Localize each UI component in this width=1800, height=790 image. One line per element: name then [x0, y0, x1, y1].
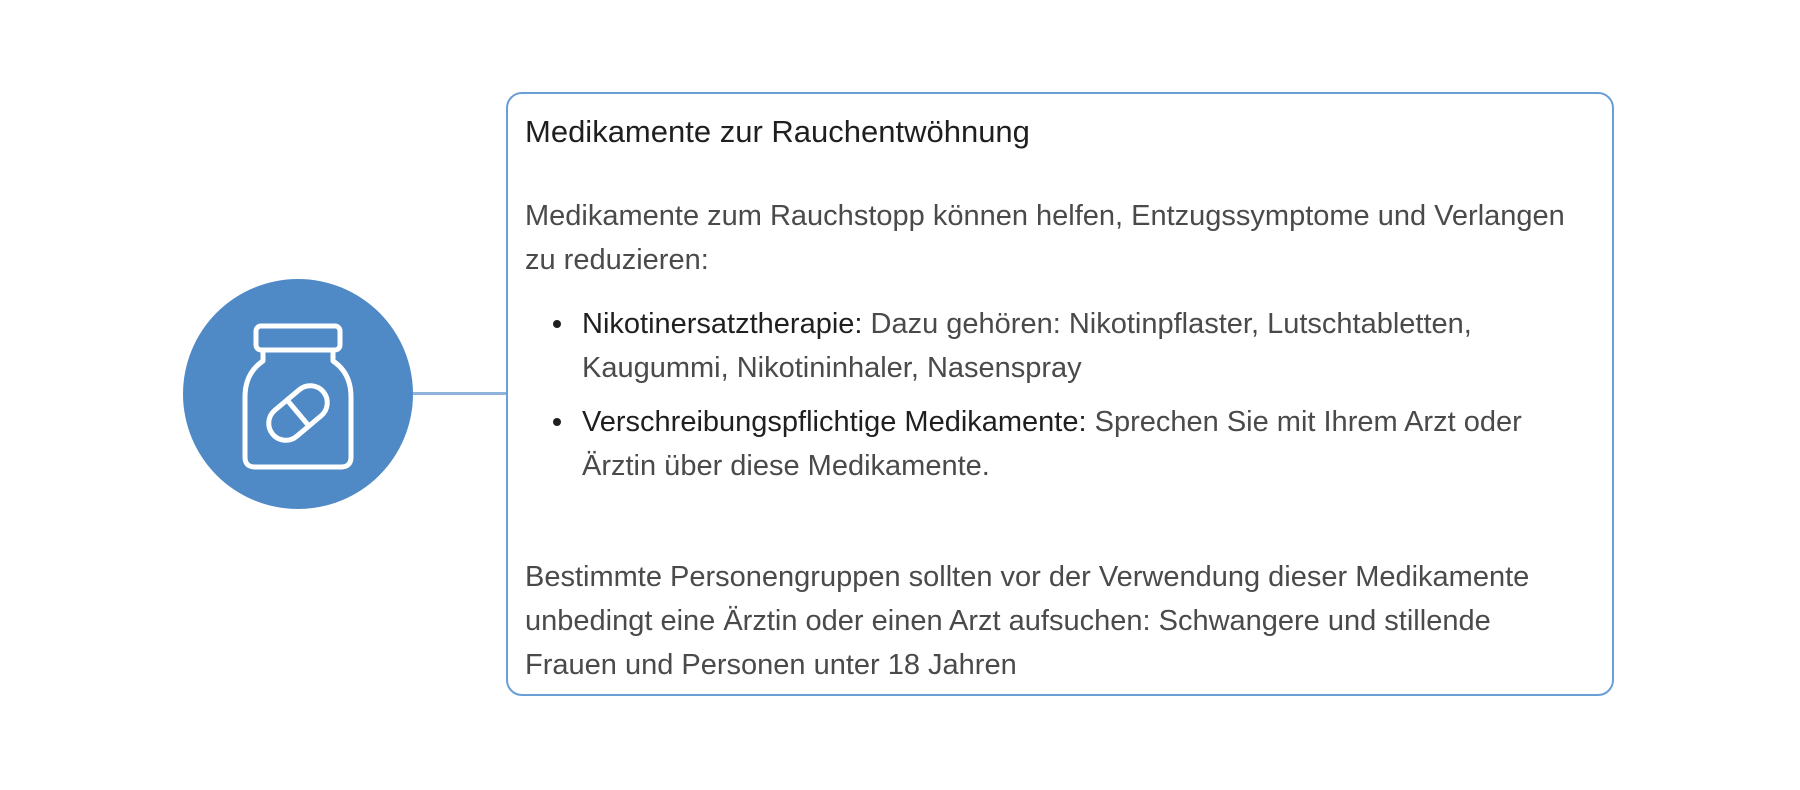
- bullet-text: Dazu gehören: Nikotinpflaster, Lutschtabletten, Kaugummi, Nikotininhaler, Nasenspray: [582, 308, 1472, 384]
- bullet-dot: [553, 320, 561, 328]
- card-title: Medikamente zur Rauchentwöhnung: [525, 114, 1030, 149]
- medicine-jar-icon: [183, 279, 413, 509]
- icon-badge: [183, 279, 413, 509]
- bullet-term: Verschreibungspflichtige Medikamente:: [582, 406, 1087, 438]
- list-item: [525, 302, 1582, 390]
- list-item: [525, 400, 1582, 488]
- note-text: Bestimmte Personengruppen sollten vor der Verwendung dieser Medikamente unbedingt eine Ärztin oder einen Arzt aufsuchen: Schwangere und stillende Frauen und Personen unter 18 Jahren: [525, 561, 1530, 681]
- intro-text: Medikamente zum Rauchstopp können helfen, Entzugssymptome und Verlangen zu reduzieren:: [525, 200, 1565, 276]
- bullet-text: Sprechen Sie mit Ihrem Arzt oder Ärztin über diese Medikamente.: [582, 406, 1522, 482]
- bullet-term: Nikotinersatztherapie:: [582, 308, 863, 340]
- info-card: [506, 92, 1614, 696]
- bullet-list: [525, 302, 1582, 488]
- bullet-dot: [553, 418, 561, 426]
- connector-line: [413, 392, 507, 395]
